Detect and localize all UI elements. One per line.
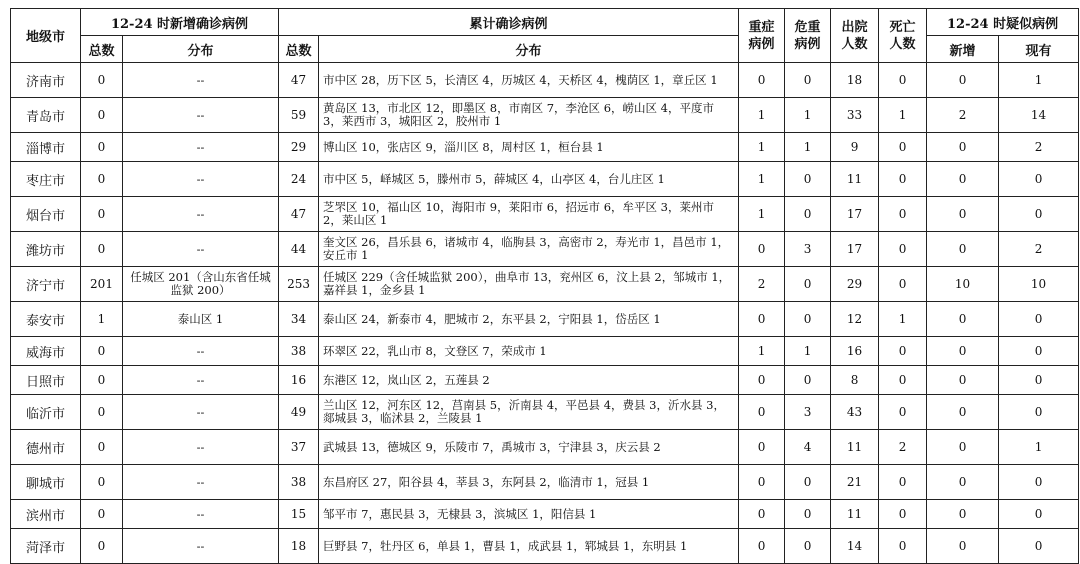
new-total: 0 [81,63,123,98]
new-total: 0 [81,395,123,430]
new-distribution: -- [123,395,279,430]
header-new-distribution: 分布 [123,36,279,63]
new-distribution: -- [123,63,279,98]
cum-distribution: 巨野县 7，牡丹区 6，单县 1，曹县 1，成武县 1，郓城县 1，东明县 1 [319,529,739,564]
new-total: 0 [81,232,123,267]
header-suspect-new: 新增 [927,36,999,63]
suspect-new-count: 0 [927,500,999,529]
critical-count: 3 [785,232,831,267]
table-row [11,529,1079,564]
suspect-current-count: 0 [999,197,1079,232]
header-discharged-label: 出院人数 [841,19,868,52]
new-distribution: -- [123,529,279,564]
cum-distribution: 博山区 10，张店区 9，淄川区 8，周村区 1，桓台县 1 [319,133,739,162]
death-count: 1 [879,302,927,337]
critical-count: 0 [785,529,831,564]
new-total: 0 [81,337,123,366]
header-row-1 [11,9,1079,36]
discharged-count: 21 [831,465,879,500]
new-total: 0 [81,430,123,465]
discharged-count: 43 [831,395,879,430]
suspect-new-count: 0 [927,162,999,197]
city-name: 聊城市 [11,465,81,500]
cum-distribution: 东昌府区 27，阳谷县 4，莘县 3，东阿县 2，临清市 1，冠县 1 [319,465,739,500]
cum-total: 34 [279,302,319,337]
header-deaths [879,9,927,63]
severe-count: 0 [739,430,785,465]
death-count: 0 [879,63,927,98]
suspect-new-count: 0 [927,133,999,162]
suspect-new-count: 10 [927,267,999,302]
city-name: 济南市 [11,63,81,98]
cum-distribution: 市中区 28，历下区 5，长清区 4，历城区 4，天桥区 4，槐荫区 1，章丘区 1 [319,63,739,98]
table-row [11,267,1079,302]
new-distribution: 泰山区 1 [123,302,279,337]
discharged-count: 18 [831,63,879,98]
city-name: 烟台市 [11,197,81,232]
discharged-count: 17 [831,197,879,232]
cum-total: 47 [279,197,319,232]
severe-count: 2 [739,267,785,302]
death-count: 1 [879,98,927,133]
death-count: 0 [879,366,927,395]
death-count: 0 [879,267,927,302]
discharged-count: 16 [831,337,879,366]
table-row [11,337,1079,366]
table-row [11,302,1079,337]
header-discharged [831,9,879,63]
discharged-count: 14 [831,529,879,564]
header-deaths-label: 死亡人数 [889,19,916,52]
death-count: 0 [879,465,927,500]
critical-count: 0 [785,267,831,302]
death-count: 0 [879,133,927,162]
table-row [11,197,1079,232]
cum-total: 253 [279,267,319,302]
header-new-confirmed: 12-24 时新增确诊病例 [81,9,279,36]
discharged-count: 33 [831,98,879,133]
death-count: 0 [879,337,927,366]
header-cum-total: 总数 [279,36,319,63]
death-count: 0 [879,500,927,529]
death-count: 0 [879,232,927,267]
cum-total: 44 [279,232,319,267]
cum-distribution: 东港区 12，岚山区 2，五莲县 2 [319,366,739,395]
discharged-count: 29 [831,267,879,302]
severe-count: 0 [739,366,785,395]
new-distribution: 任城区 201（含山东省任城监狱 200） [123,267,279,302]
critical-count: 1 [785,337,831,366]
cum-total: 24 [279,162,319,197]
suspect-current-count: 14 [999,98,1079,133]
header-cum-distribution: 分布 [319,36,739,63]
city-name: 泰安市 [11,302,81,337]
death-count: 0 [879,395,927,430]
suspect-new-count: 0 [927,366,999,395]
critical-count: 0 [785,302,831,337]
new-distribution: -- [123,162,279,197]
critical-count: 0 [785,197,831,232]
new-total: 0 [81,529,123,564]
cum-distribution: 兰山区 12，河东区 12，莒南县 5，沂南县 4，平邑县 4，费县 3，沂水县 3，郯城县 3，临沭县 2，兰陵县 1 [319,395,739,430]
suspect-new-count: 2 [927,98,999,133]
new-total: 0 [81,133,123,162]
critical-count: 1 [785,133,831,162]
city-name: 淄博市 [11,133,81,162]
critical-count: 4 [785,430,831,465]
new-total: 1 [81,302,123,337]
covid-cases-table [10,8,1079,564]
severe-count: 0 [739,302,785,337]
city-name: 菏泽市 [11,529,81,564]
severe-count: 1 [739,98,785,133]
cum-distribution: 芝罘区 10，福山区 10，海阳市 9，莱阳市 6，招远市 6，牟平区 3，莱州市 2，莱山区 1 [319,197,739,232]
header-city: 地级市 [11,9,81,63]
cum-total: 18 [279,529,319,564]
city-name: 潍坊市 [11,232,81,267]
severe-count: 1 [739,337,785,366]
new-total: 0 [81,197,123,232]
suspect-current-count: 0 [999,500,1079,529]
critical-count: 1 [785,98,831,133]
critical-count: 0 [785,162,831,197]
table-row [11,133,1079,162]
new-distribution: -- [123,465,279,500]
severe-count: 1 [739,133,785,162]
death-count: 0 [879,529,927,564]
new-total: 0 [81,162,123,197]
new-distribution: -- [123,366,279,395]
severe-count: 1 [739,162,785,197]
suspect-new-count: 0 [927,197,999,232]
new-distribution: -- [123,500,279,529]
cum-distribution: 黄岛区 13，市北区 12，即墨区 8，市南区 7，李沧区 6，崂山区 4，平度市 3，莱西市 3，城阳区 2，胶州市 1 [319,98,739,133]
suspect-current-count: 0 [999,529,1079,564]
header-suspect-current: 现有 [999,36,1079,63]
cum-total: 16 [279,366,319,395]
suspect-new-count: 0 [927,430,999,465]
cum-distribution: 泰山区 24，新泰市 4，肥城市 2，东平县 2，宁阳县 1，岱岳区 1 [319,302,739,337]
cum-total: 38 [279,465,319,500]
suspect-current-count: 0 [999,162,1079,197]
city-name: 滨州市 [11,500,81,529]
suspect-current-count: 0 [999,337,1079,366]
death-count: 0 [879,162,927,197]
severe-count: 0 [739,232,785,267]
critical-count: 0 [785,465,831,500]
suspect-current-count: 1 [999,430,1079,465]
new-distribution: -- [123,337,279,366]
discharged-count: 11 [831,162,879,197]
table-row [11,395,1079,430]
header-new-total: 总数 [81,36,123,63]
city-name: 枣庄市 [11,162,81,197]
cum-distribution: 奎文区 26，昌乐县 6，诸城市 4，临朐县 3，高密市 2，寿光市 1，昌邑市 1，安丘市 1 [319,232,739,267]
critical-count: 0 [785,366,831,395]
suspect-new-count: 0 [927,302,999,337]
suspect-current-count: 10 [999,267,1079,302]
table-row [11,162,1079,197]
suspect-new-count: 0 [927,232,999,267]
discharged-count: 11 [831,500,879,529]
discharged-count: 9 [831,133,879,162]
table-row [11,98,1079,133]
discharged-count: 8 [831,366,879,395]
city-name: 威海市 [11,337,81,366]
new-total: 0 [81,366,123,395]
new-total: 0 [81,500,123,529]
city-name: 济宁市 [11,267,81,302]
cum-distribution: 环翠区 22，乳山市 8，文登区 7，荣成市 1 [319,337,739,366]
new-distribution: -- [123,98,279,133]
new-distribution: -- [123,197,279,232]
suspect-current-count: 0 [999,366,1079,395]
severe-count: 0 [739,500,785,529]
header-critical-label: 危重病例 [794,19,821,52]
suspect-current-count: 0 [999,395,1079,430]
table-row [11,232,1079,267]
city-name: 临沂市 [11,395,81,430]
severe-count: 0 [739,63,785,98]
new-distribution: -- [123,430,279,465]
header-critical [785,9,831,63]
new-distribution: -- [123,232,279,267]
city-name: 日照市 [11,366,81,395]
cum-total: 15 [279,500,319,529]
cum-total: 59 [279,98,319,133]
discharged-count: 11 [831,430,879,465]
severe-count: 1 [739,197,785,232]
death-count: 0 [879,197,927,232]
cum-distribution: 市中区 5，峄城区 5，滕州市 5，薛城区 4，山亭区 4，台儿庄区 1 [319,162,739,197]
critical-count: 0 [785,63,831,98]
new-distribution: -- [123,133,279,162]
cum-distribution: 武城县 13，德城区 9，乐陵市 7，禹城市 3，宁津县 3，庆云县 2 [319,430,739,465]
discharged-count: 12 [831,302,879,337]
new-total: 0 [81,98,123,133]
critical-count: 3 [785,395,831,430]
table-row [11,500,1079,529]
suspect-current-count: 1 [999,63,1079,98]
cum-total: 37 [279,430,319,465]
header-cumulative-confirmed: 累计确诊病例 [279,9,739,36]
table-row [11,366,1079,395]
severe-count: 0 [739,395,785,430]
cum-distribution: 邹平市 7，惠民县 3，无棣县 3，滨城区 1，阳信县 1 [319,500,739,529]
suspect-new-count: 0 [927,63,999,98]
table-row [11,430,1079,465]
cum-total: 47 [279,63,319,98]
cum-distribution: 任城区 229（含任城监狱 200），曲阜市 13，兖州区 6，汶上县 2，邹城市 1，嘉祥县 1，金乡县 1 [319,267,739,302]
severe-count: 0 [739,529,785,564]
cum-total: 38 [279,337,319,366]
suspect-new-count: 0 [927,337,999,366]
new-total: 0 [81,465,123,500]
suspect-new-count: 0 [927,529,999,564]
table-row [11,63,1079,98]
suspect-current-count: 0 [999,302,1079,337]
cum-total: 49 [279,395,319,430]
suspect-current-count: 2 [999,232,1079,267]
new-total: 201 [81,267,123,302]
critical-count: 0 [785,500,831,529]
header-severe [739,9,785,63]
cum-total: 29 [279,133,319,162]
suspect-new-count: 0 [927,465,999,500]
header-suspected: 12-24 时疑似病例 [927,9,1079,36]
city-name: 德州市 [11,430,81,465]
suspect-current-count: 2 [999,133,1079,162]
severe-count: 0 [739,465,785,500]
suspect-current-count: 0 [999,465,1079,500]
header-severe-label: 重症病例 [748,19,775,52]
death-count: 2 [879,430,927,465]
discharged-count: 17 [831,232,879,267]
table-row [11,465,1079,500]
city-name: 青岛市 [11,98,81,133]
suspect-new-count: 0 [927,395,999,430]
